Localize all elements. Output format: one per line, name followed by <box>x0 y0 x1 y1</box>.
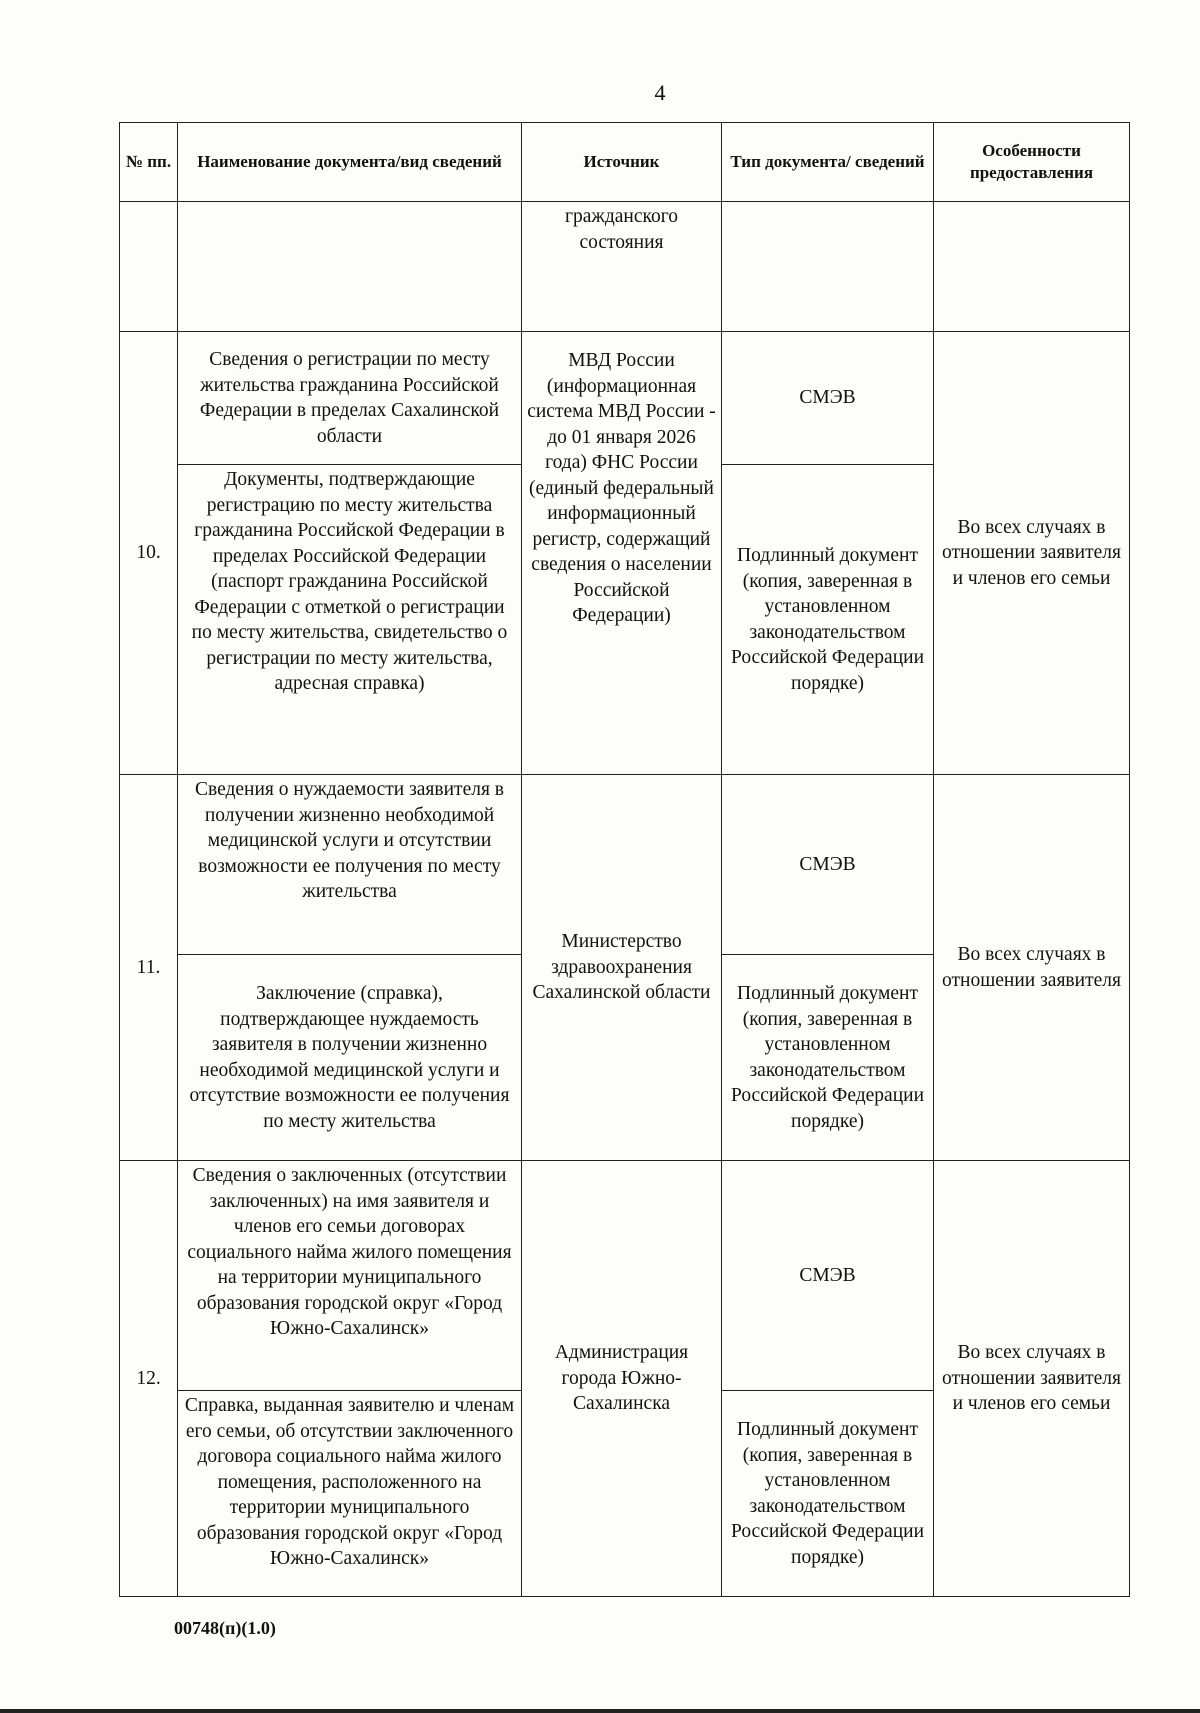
row10-b-name: Документы, подтверждающие регистрацию по месту жительства гражданина Российской Федерации в пределах Российской Федерации (паспорт гражданина Российской Федерации с отметкой о регистрации по месту жительства, свидетельство о регистрации по месту жительства, адресная справка) <box>178 465 522 775</box>
header-num: № пп. <box>120 123 178 202</box>
row11-source: Министерство здравоохранения Сахалинской области <box>522 775 722 1161</box>
header-name: Наименование документа/вид сведений <box>178 123 522 202</box>
row11-b-name: Заключение (справка), подтверждающее нуждаемость заявителя в получении жизненно необходимой медицинской услуги и отсутствие возможности ее получения по месту жительства <box>178 955 522 1161</box>
row10-num: 10. <box>120 332 178 775</box>
table-header-row <box>120 123 1130 202</box>
row10-a-name: Сведения о регистрации по месту жительства гражданина Российской Федерации в пределах Сахалинской области <box>178 332 522 465</box>
row11-num: 11. <box>120 775 178 1161</box>
row11-features: Во всех случаях в отношении заявителя <box>934 775 1130 1161</box>
cell-empty <box>934 202 1130 332</box>
row11-b-type: Подлинный документ (копия, заверенная в установленном законодательством Российской Федерации порядке) <box>722 955 934 1161</box>
cell-empty <box>722 202 934 332</box>
row12-num: 12. <box>120 1161 178 1597</box>
cell-empty <box>120 202 178 332</box>
table-row-11a <box>120 775 1130 955</box>
documents-table <box>119 122 1130 1597</box>
table-row-continuation <box>120 202 1130 332</box>
page-number: 4 <box>654 80 666 105</box>
row12-source: Администрация города Южно-Сахалинска <box>522 1161 722 1597</box>
row10-a-type: СМЭВ <box>722 332 934 465</box>
row12-b-name: Справка, выданная заявителю и членам его семьи, об отсутствии заключенного договора социального найма жилого помещения, расположенного на территории муниципального образования городской округ «Город Южно-Сахалинск» <box>178 1391 522 1597</box>
scan-edge-line <box>0 1709 1200 1713</box>
table-row-12a <box>120 1161 1130 1391</box>
header-source: Источник <box>522 123 722 202</box>
row10-b-type: Подлинный документ (копия, заверенная в установленном законодательством Российской Федерации порядке) <box>722 465 934 775</box>
row11-a-type: СМЭВ <box>722 775 934 955</box>
table-row-10a <box>120 332 1130 465</box>
row12-b-type: Подлинный документ (копия, заверенная в установленном законодательством Российской Федерации порядке) <box>722 1391 934 1597</box>
header-features: Особенности предоставления <box>934 123 1130 202</box>
row10-features: Во всех случаях в отношении заявителя и членов его семьи <box>934 332 1130 775</box>
document-code: 00748(п)(1.0) <box>174 1618 276 1638</box>
row12-a-type: СМЭВ <box>722 1161 934 1391</box>
row12-a-name: Сведения о заключенных (отсутствии заключенных) на имя заявителя и членов его семьи договорах социального найма жилого помещения на территории муниципального образования городской округ «Город Южно-Сахалинск» <box>178 1161 522 1391</box>
cell-source-continuation: гражданского состояния <box>522 202 722 332</box>
header-type: Тип документа/ сведений <box>722 123 934 202</box>
row11-a-name: Сведения о нуждаемости заявителя в получении жизненно необходимой медицинской услуги и отсутствии возможности ее получения по месту жительства <box>178 775 522 955</box>
row10-source: МВД России (информационная система МВД России - до 01 января 2026 года) ФНС России (единый федеральный информационный регистр, содержащий сведения о населении Российской Федерации) <box>522 332 722 775</box>
cell-empty <box>178 202 522 332</box>
row12-features: Во всех случаях в отношении заявителя и членов его семьи <box>934 1161 1130 1597</box>
